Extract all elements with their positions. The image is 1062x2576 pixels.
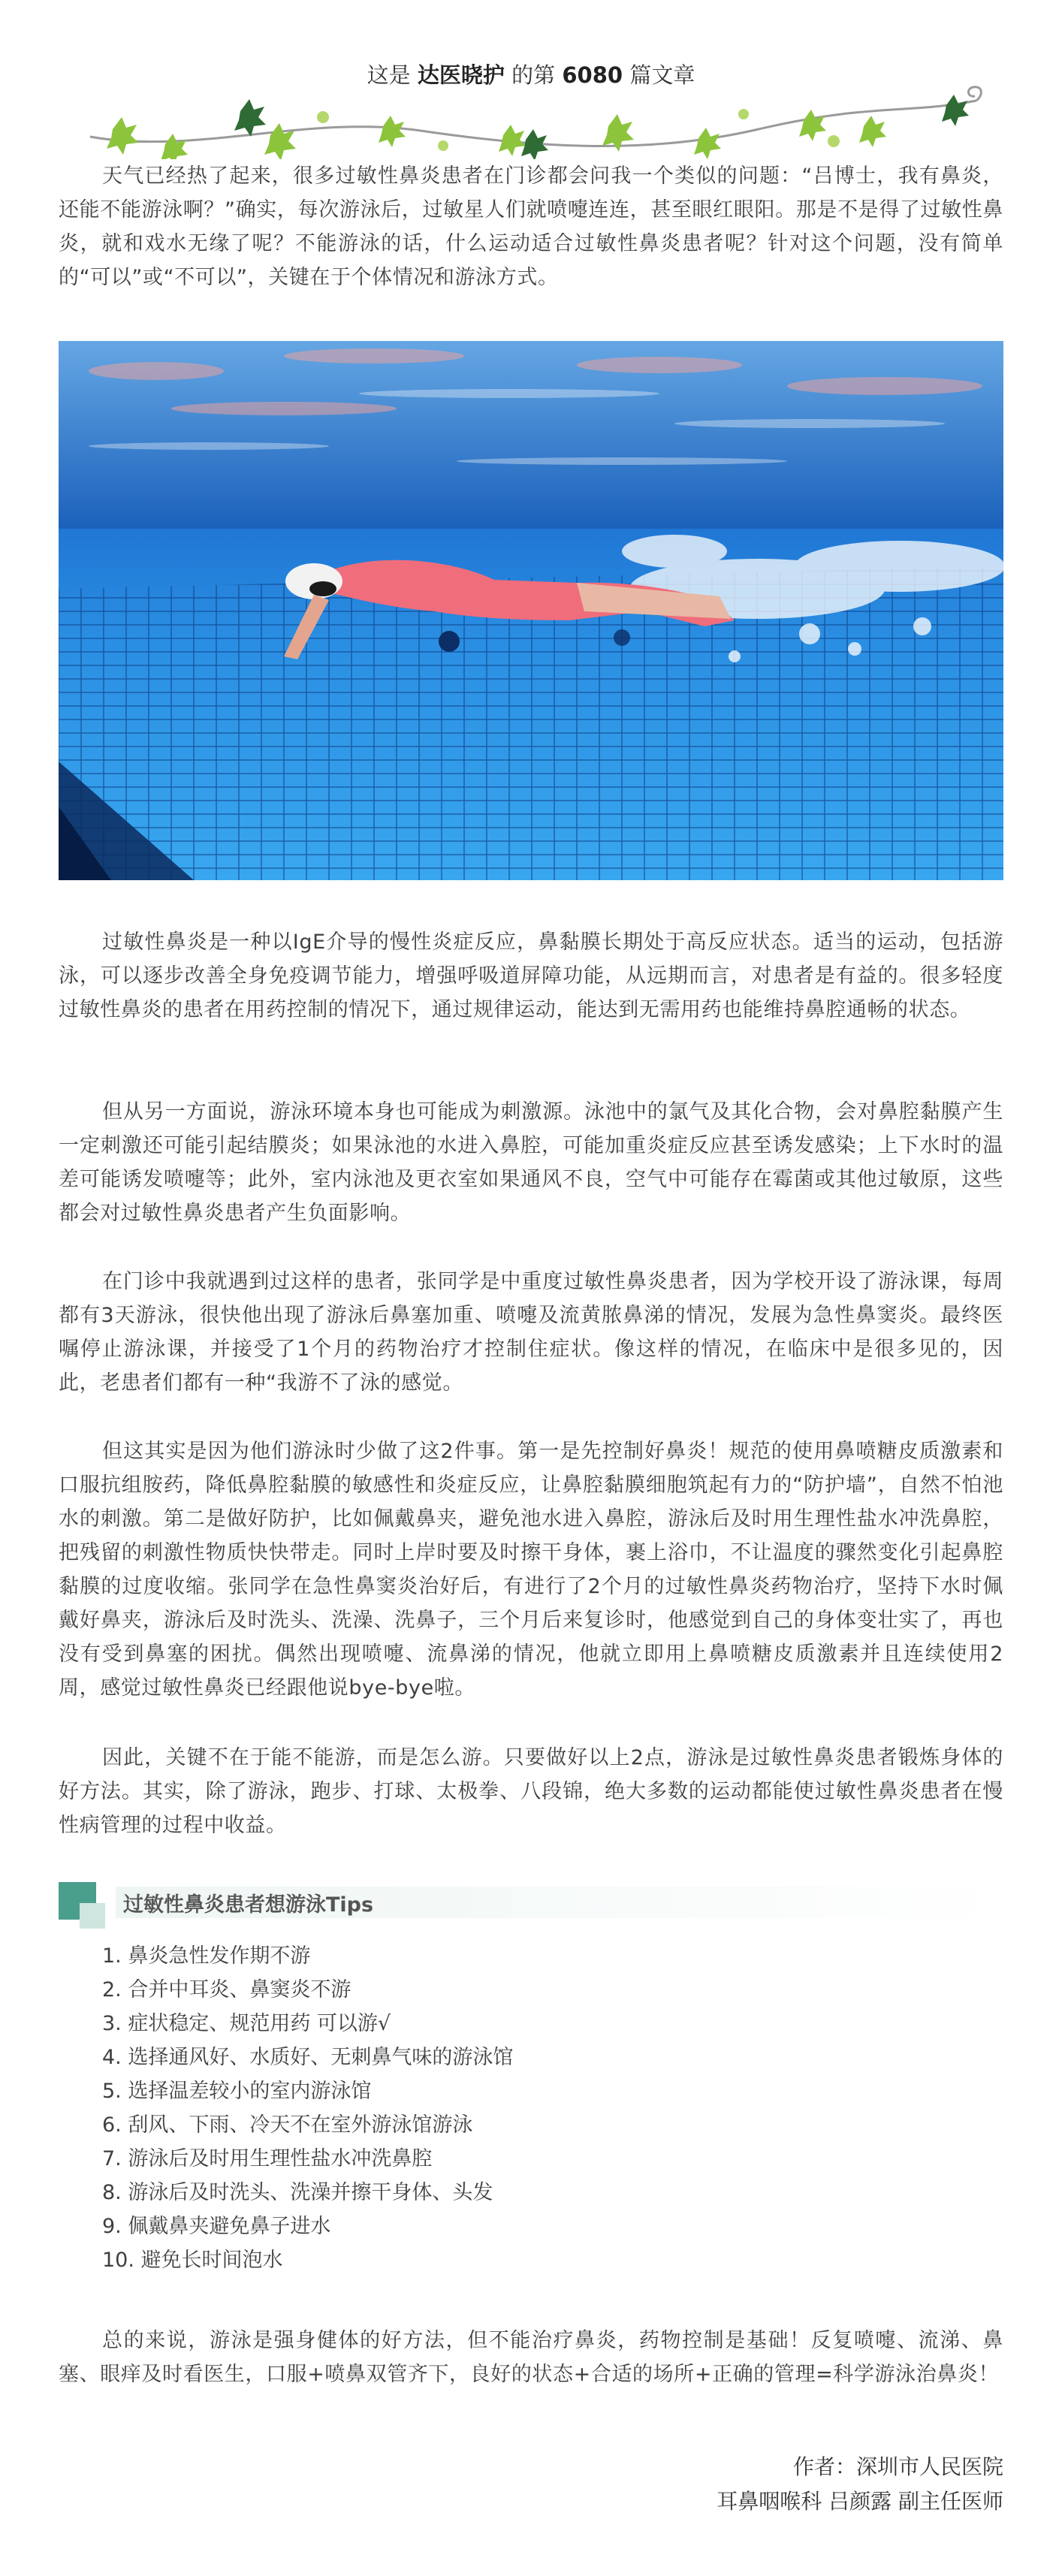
paragraph-conclusion: 总的来说，游泳是强身健体的好方法，但不能治疗鼻炎，药物控制是基础！反复喷嚏、流涕、鼻塞、眼痒及时看医生，口服+喷鼻双管齐下，良好的状态+合适的场所+正确的管理=科学游泳治鼻炎！ (59, 2329, 1003, 2386)
author-line-2: 耳鼻咽喉科 吕颜露 副主任医师 (717, 2489, 1003, 2514)
header-middle: 的第 (511, 62, 556, 88)
paragraph-intro: 天气已经热了起来，很多过敏性鼻炎患者在门诊都会问我一个类似的问题：“吕博士，我有鼻炎，还能不能游泳啊？”确实，每次游泳后，过敏星人们就喷嚏连连，甚至眼红眼阳。那是不是得了过敏性鼻炎，就和戏水无缘了呢？不能游泳的话，什么运动适合过敏性鼻炎患者呢？针对这个问题，没有简单的“可以”或“不可以”，关键在于个体情况和游泳方式。 (59, 164, 1003, 289)
header-suffix: 篇文章 (629, 62, 695, 88)
ivy-vine-divider-icon (83, 84, 984, 159)
tips-title: 过敏性鼻炎患者想游泳Tips (123, 1893, 374, 1917)
tips-accent-square-light-icon (80, 1903, 105, 1929)
list-item: 6. 刮风、下雨、冷天不在室外游泳馆游泳 (102, 2113, 473, 2137)
paragraph-1: 过敏性鼻炎是一种以IgE介导的慢性炎症反应，鼻黏膜长期处于高反应状态。适当的运动，包括游泳，可以逐步改善全身免疫调节能力，增强呼吸道屏障功能，从远期而言，对患者是有益的。很多轻度过敏性鼻炎的患者在用药控制的情况下，通过规律运动，能达到无需用药也能维持鼻腔通畅的状态。 (59, 931, 1003, 1021)
article-number: 6080 (562, 62, 623, 88)
tips-list (102, 1939, 928, 2277)
tips-section-header (59, 1882, 1003, 1923)
list-item: 10. 避免长时间泡水 (102, 2249, 283, 2272)
list-item: 1. 鼻炎急性发作期不游 (102, 1944, 311, 1968)
paragraph-4: 但这其实是因为他们游泳时少做了这2件事。第一是先控制好鼻炎！规范的使用鼻喷糖皮质激素和口服抗组胺药，降低鼻腔黏膜的敏感性和炎症反应，让鼻腔黏膜细胞筑起有力的“防护墙”，自然不怕池水的刺激。第二是做好防护，比如佩戴鼻夹，避免池水进入鼻腔，游泳后及时用生理性盐水冲洗鼻腔，把残留的刺激性物质快快带走。同时上岸时要及时擦干身体，裹上浴巾，不让温度的骤然变化引起鼻腔黏膜的过度收缩。张同学在急性鼻窦炎治好后，有进行了2个月的过敏性鼻炎药物治疗，坚持下水时佩戴好鼻夹，游泳后及时洗头、洗澡、洗鼻子，三个月后来复诊时，他感觉到自己的身体变壮实了，再也没有受到鼻塞的困扰。偶然出现喷嚏、流鼻涕的情况，他就立即用上鼻喷糖皮质激素并且连续使用2周，感觉过敏性鼻炎已经跟他说bye-bye啦。 (59, 1440, 1003, 1700)
swimmer-underwater-photo-icon (59, 341, 1003, 880)
paragraph-2: 但从另一方面说，游泳环境本身也可能成为刺激源。泳池中的氯气及其化合物，会对鼻腔黏膜产生一定刺激还可能引起结膜炎；如果泳池的水进入鼻腔，可能加重炎症反应甚至诱发感染；上下水时的温差可能诱发喷嚏等；此外，室内泳池及更衣室如果通风不良，空气中可能存在霉菌或其他过敏原，这些都会对过敏性鼻炎患者产生负面影响。 (59, 1100, 1003, 1225)
author-line-1: 作者：深圳市人民医院 (792, 2454, 1003, 2479)
brand-name: 达医晓护 (417, 62, 505, 88)
list-item: 7. 游泳后及时用生理性盐水冲洗鼻腔 (102, 2147, 433, 2170)
list-item: 3. 症状稳定、规范用药 可以游√ (102, 2012, 391, 2035)
paragraph-5: 因此，关键不在于能不能游，而是怎么游。只要做好以上2点，游泳是过敏性鼻炎患者锻炼身体的好方法。其实，除了游泳，跑步、打球、太极拳、八段锦，绝大多数的运动都能使过敏性鼻炎患者在慢性病管理的过程中收益。 (59, 1746, 1003, 1837)
list-item: 9. 佩戴鼻夹避免鼻子进水 (102, 2215, 331, 2238)
list-item: 4. 选择通风好、水质好、无刺鼻气味的游泳馆 (102, 2046, 514, 2069)
header-prefix: 这是 (367, 62, 411, 88)
list-item: 5. 选择温差较小的室内游泳馆 (102, 2080, 372, 2103)
list-item: 8. 游泳后及时洗头、洗澡并擦干身体、头发 (102, 2181, 493, 2204)
paragraph-3: 在门诊中我就遇到过这样的患者，张同学是中重度过敏性鼻炎患者，因为学校开设了游泳课，每周都有3天游泳，很快他出现了游泳后鼻塞加重、喷嚏及流黄脓鼻涕的情况，发展为急性鼻窦炎。最终医嘱停止游泳课，并接受了1个月的药物治疗才控制住症状。像这样的情况，在临床中是很多见的，因此，老患者们都有一种“我游不了泳的感觉。 (59, 1270, 1003, 1395)
list-item: 2. 合并中耳炎、鼻窦炎不游 (102, 1978, 351, 2001)
